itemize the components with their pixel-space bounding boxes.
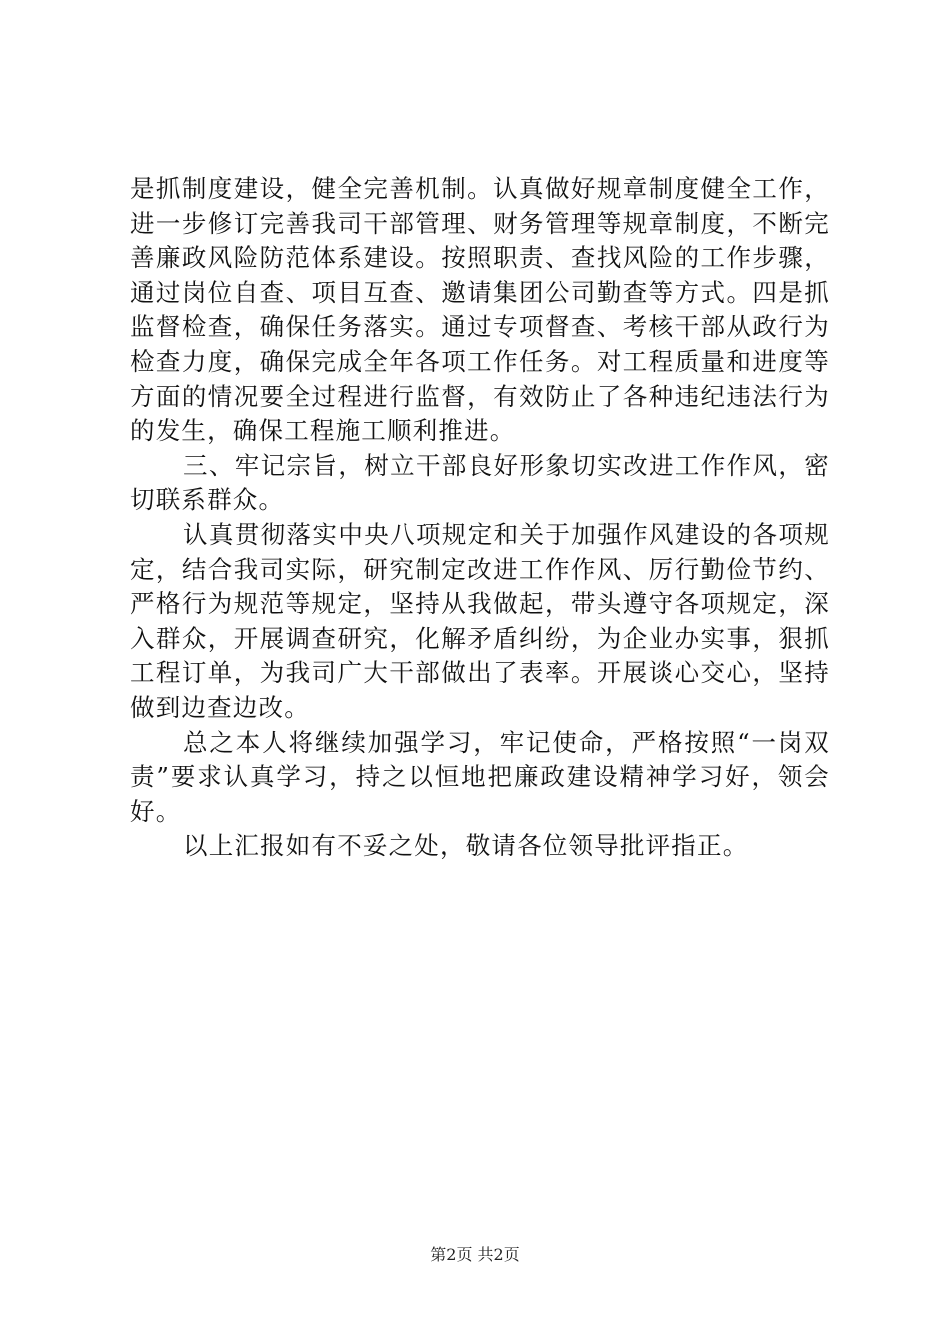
paragraph-5: 以上汇报如有不妥之处，敬请各位领导批评指正。 — [183, 831, 749, 861]
page-footer: 第2页 共2页 — [430, 1245, 520, 1264]
paragraph-4: 总之本人将继续加强学习，牢记使命，严格按照“一岗双责”要求认真学习，持之以恒地把廉政建设精神学习好，领会好。 — [130, 727, 830, 826]
paragraph-1: 是抓制度建设，健全完善机制。认真做好规章制度健全工作，进一步修订完善我司干部管理、财务管理等规章制度，不断完善廉政风险防范体系建设。按照职责、查找风险的工作步骤，通过岗位自查、项目互查、邀请集团公司勤查等方式。四是抓监督检查，确保任务落实。通过专项督查、考核干部从政行为检查力度，确保完成全年各项工作任务。对工程质量和进度等方面的情况要全过程进行监督，有效防止了各种违纪违法行为的发生，确保工程施工顺利推进。 — [130, 174, 830, 446]
paragraph-2-heading: 三、牢记宗旨，树立干部良好形象切实改进工作作风，密切联系群众。 — [130, 450, 830, 515]
paragraph-3: 认真贯彻落实中央八项规定和关于加强作风建设的各项规定，结合我司实际，研究制定改进工作作风、厉行勤俭节约、严格行为规范等规定，坚持从我做起，带头遵守各项规定，深入群众，开展调查研究，化解矛盾纠纷，为企业办实事，狠抓工程订单，为我司广大干部做出了表率。开展谈心交心，坚持做到边查边改。 — [130, 519, 830, 722]
document-body — [130, 172, 830, 864]
